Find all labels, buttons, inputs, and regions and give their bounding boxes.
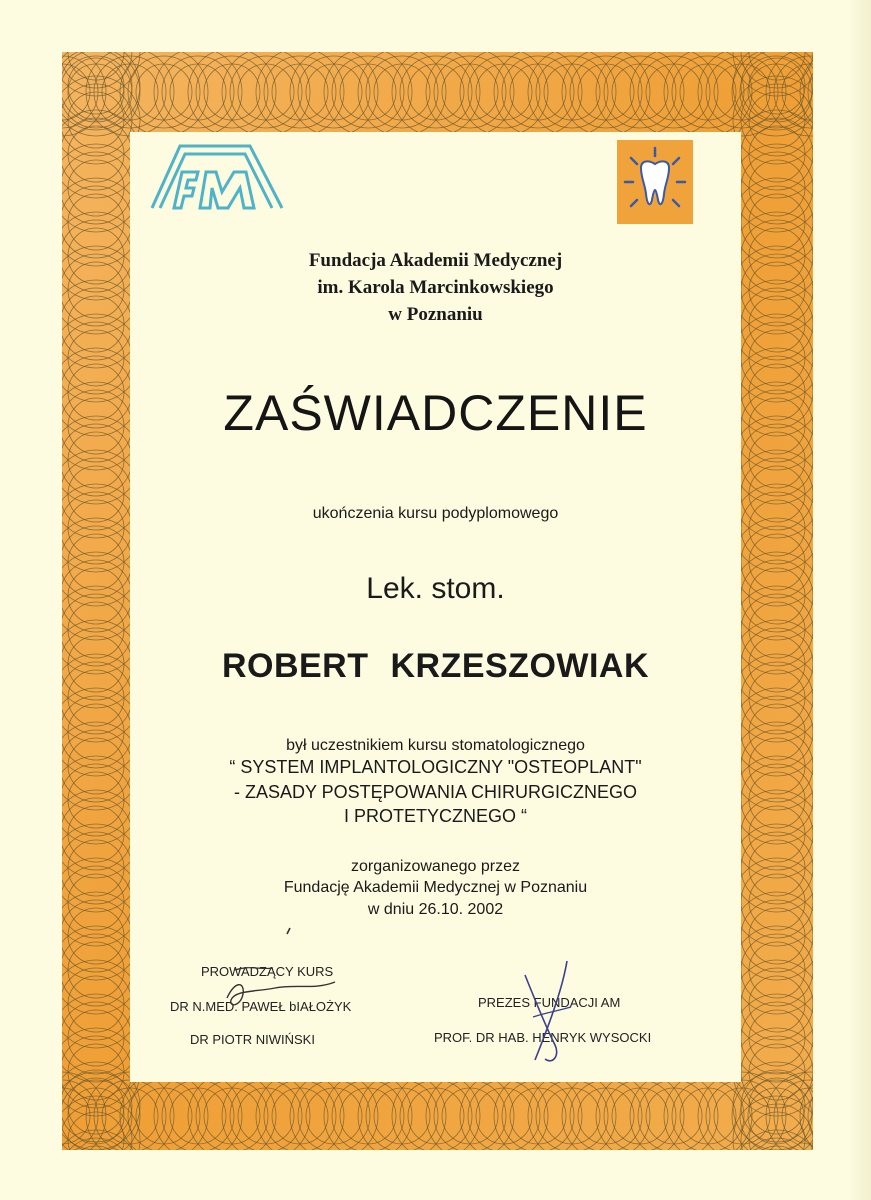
recipient-degree: Lek. stom. [366, 572, 505, 605]
course-name-line2: - ZASADY POSTĘPOWANIA CHIRURGICZNEGO [233, 782, 638, 802]
fm-foundation-logo [150, 142, 288, 212]
course-leader-role: PROWADZĄCY KURS [201, 964, 334, 979]
foundation-president-role: PREZES FUNDACJI AM [478, 995, 621, 1010]
course-intro: był uczestnikiem kursu stomatologicznego [286, 737, 585, 754]
signature-right [505, 955, 595, 1075]
tooth-icon [617, 140, 693, 224]
organizer-line1: zorganizowanego przez [351, 858, 520, 875]
course-leader-name-2: DR PIOTR NIWIŃSKI [190, 1032, 315, 1047]
course-leader-name-1: DR N.MED. PAWEŁ bIAŁOŻYK [170, 999, 352, 1014]
organizer-line2: Fundację Akademii Medycznej w Poznaniu [283, 879, 588, 896]
organizer-date: w dniu 26.10. 2002 [367, 901, 504, 918]
course-name-line1: “ SYSTEM IMPLANTOLOGICZNY "OSTEOPLANT" [229, 757, 642, 777]
signature-left [195, 920, 395, 1030]
certificate-subtitle: ukończenia kursu podyplomowego [312, 505, 559, 522]
recipient-name: ROBERT KRZESZOWIAK [221, 647, 650, 685]
foundation-name-line2: im. Karola Marcinkowskiego [317, 277, 554, 298]
course-name-line3: I PROTETYCZNEGO “ [343, 806, 527, 826]
foundation-name-line1: Fundacja Akademii Medycznej [308, 250, 563, 271]
foundation-name-line3: w Poznaniu [388, 304, 483, 325]
certificate-title: ZAŚWIADCZENIE [223, 385, 648, 441]
foundation-president-name: PROF. DR HAB. HENRYK WYSOCKI [434, 1030, 652, 1045]
